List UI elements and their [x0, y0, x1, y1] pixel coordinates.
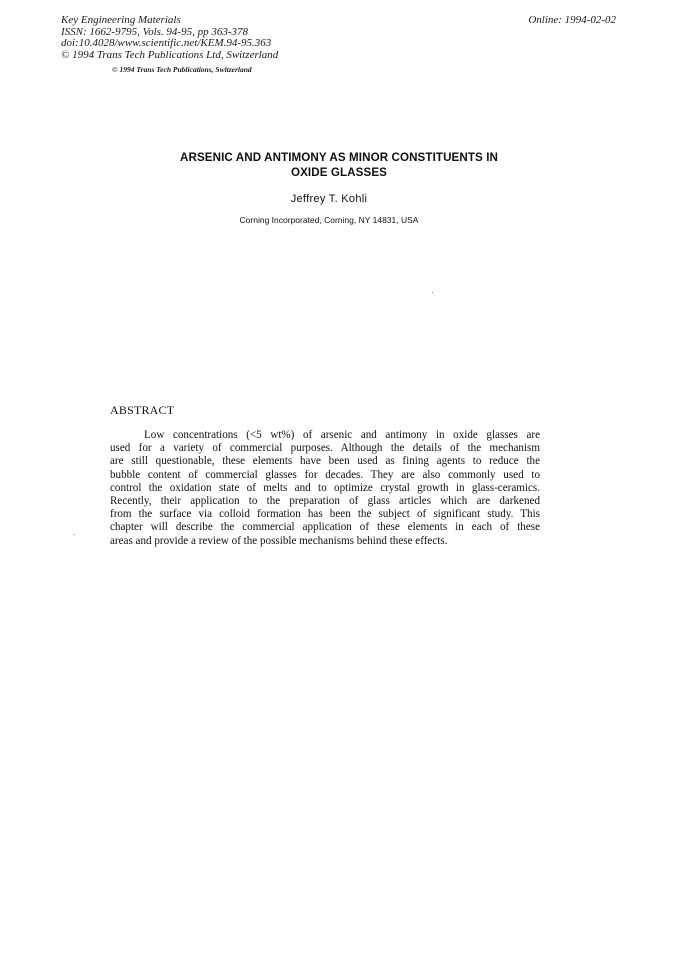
- article-title: [0, 150, 678, 180]
- title-line: ARSENIC AND ANTIMONY AS MINOR CONSTITUENTS IN: [180, 151, 498, 164]
- abstract-line: bubble content of commercial glasses for decades. They are also commonly used to: [110, 468, 540, 481]
- copyright-line: © 1994 Trans Tech Publications Ltd, Switzerland: [61, 48, 279, 61]
- scan-speck: [74, 534, 75, 535]
- abstract-line: Recently, their application to the preparation of glass articles which are darkened: [110, 494, 540, 507]
- abstract-line: areas and provide a review of the possible mechanisms behind these effects.: [110, 534, 448, 547]
- abstract-line: Low concentrations (<5 wt%) of arsenic and antimony in oxide glasses are: [144, 429, 540, 441]
- online-date: Online: 1994-02-02: [528, 14, 616, 26]
- author-affiliation: Corning Incorporated, Corning, NY 14831, USA: [239, 215, 419, 225]
- author-name: Jeffrey T. Kohli: [290, 193, 368, 205]
- abstract-line: are still questionable, these elements have been used as fining agents to reduce the: [110, 455, 540, 468]
- journal-metadata: [61, 15, 278, 61]
- copyright-notice: © 1994 Trans Tech Publications, Switzerland: [112, 65, 252, 74]
- abstract-line: used for a variety of commercial purposes. Although the details of the mechanism: [110, 442, 540, 455]
- abstract-heading: ABSTRACT: [110, 403, 175, 417]
- journal-name: Key Engineering Materials: [61, 14, 181, 26]
- title-line: OXIDE GLASSES: [290, 166, 387, 179]
- abstract-line: control the oxidation state of melts and to optimize crystal growth in glass-ceramics.: [110, 481, 540, 494]
- scan-speck: [432, 292, 433, 293]
- issn-line: ISSN: 1662-9795, Vols. 94-95, pp 363-378: [61, 25, 248, 38]
- abstract-line: from the surface via colloid formation has been the subject of significant study. This: [110, 508, 540, 521]
- abstract-body: [110, 429, 540, 548]
- doi-line: doi:10.4028/www.scientific.net/KEM.94-95.363: [61, 37, 272, 49]
- abstract-line: chapter will describe the commercial application of these elements in each of these: [110, 521, 540, 534]
